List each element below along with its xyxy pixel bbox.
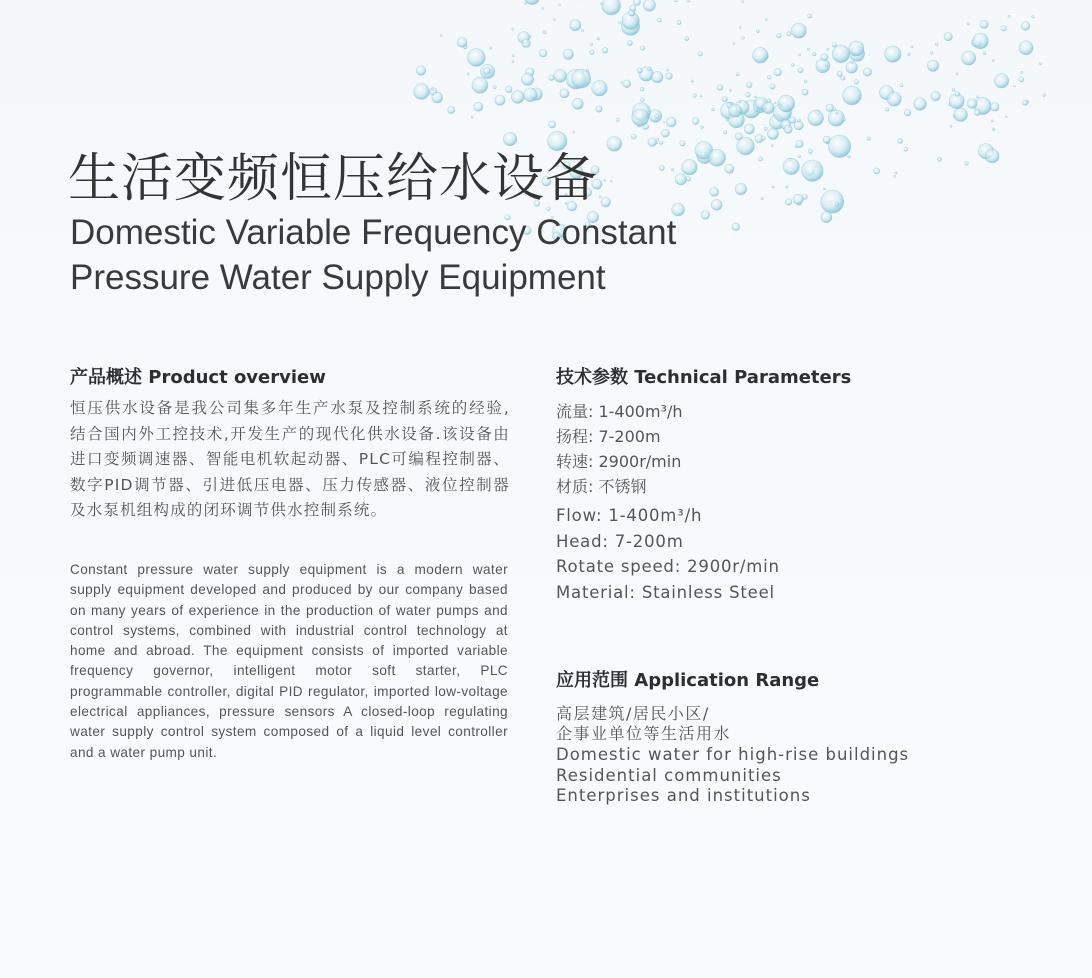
- bubble: [799, 54, 801, 56]
- bubble: [983, 52, 986, 55]
- bubble: [843, 86, 862, 105]
- bubble: [914, 98, 927, 111]
- bubble: [607, 136, 622, 151]
- bubble: [529, 35, 531, 37]
- bubble: [944, 32, 952, 40]
- bubble: [908, 53, 911, 56]
- bubble: [739, 101, 741, 103]
- bubble: [710, 187, 719, 196]
- bubble: [705, 153, 707, 155]
- bubble: [640, 87, 644, 91]
- bubble: [836, 112, 838, 114]
- application-english-list: [556, 745, 909, 807]
- application-en-line2: Residential communities: [556, 765, 782, 785]
- bubble: [774, 68, 782, 76]
- bubble: [744, 124, 754, 134]
- bubble: [553, 19, 555, 21]
- bubble: [573, 131, 575, 133]
- bubble: [950, 125, 952, 127]
- bubble: [700, 95, 702, 97]
- bubble: [825, 65, 827, 67]
- parameters-english-list: [556, 503, 780, 605]
- bubble: [867, 137, 870, 140]
- bubble: [802, 160, 823, 181]
- bubble: [610, 180, 612, 182]
- bubble: [962, 51, 976, 65]
- bubble: [680, 141, 685, 146]
- bubble: [874, 168, 880, 174]
- bubble: [955, 91, 960, 96]
- bubble: [792, 64, 795, 67]
- bubble: [789, 117, 796, 124]
- bubble: [791, 23, 806, 38]
- bubble: [974, 109, 980, 115]
- bubble: [661, 129, 669, 137]
- bubble: [506, 86, 513, 93]
- bubble: [729, 89, 731, 91]
- bubble: [511, 91, 524, 104]
- application-en-line3: Enterprises and institutions: [556, 786, 811, 806]
- param-flow-cn: 流量: 1-400m³/h: [556, 402, 683, 421]
- bubble: [729, 102, 731, 104]
- bubble: [619, 22, 621, 24]
- application-chinese-list: [556, 704, 731, 744]
- bubble: [1005, 116, 1007, 118]
- param-flow-en: Flow: 1-400m³/h: [556, 506, 703, 525]
- bubble: [967, 99, 977, 109]
- bubble: [798, 155, 801, 158]
- bubble: [851, 61, 853, 63]
- bubble: [756, 30, 759, 33]
- bubble: [663, 121, 665, 123]
- bubble: [495, 95, 505, 105]
- bubble: [798, 119, 801, 122]
- bubble: [976, 96, 978, 98]
- bubble: [655, 114, 659, 118]
- bubble: [1022, 100, 1027, 105]
- bubble: [560, 89, 569, 98]
- bubble: [771, 145, 773, 147]
- bubble: [780, 104, 782, 106]
- bubble: [991, 120, 993, 122]
- bubble: [1032, 15, 1035, 18]
- bubble: [641, 98, 645, 102]
- bubble: [522, 39, 531, 48]
- parameters-heading: 技术参数 Technical Parameters: [556, 367, 852, 388]
- bubble: [440, 34, 442, 36]
- bubble: [787, 32, 791, 36]
- bubble: [658, 18, 662, 22]
- bubble: [762, 102, 774, 114]
- bubble: [786, 186, 789, 189]
- bubble: [724, 131, 727, 134]
- bubble: [1021, 22, 1030, 31]
- bubble: [602, 0, 621, 15]
- bubble: [677, 20, 681, 24]
- overview-chinese-text: 恒压供水设备是我公司集多年生产水泵及控制系统的经验,结合国内外工控技术,开发生产的现代化供水设备.该设备由进口变频调速器、智能电机软起动器、PLC可编程控制器、数字PID调节器、引进低压电器、压力传感器、液位控制器及水泵机组构成的闭环调节供水控制系统。: [70, 399, 510, 519]
- bubble: [765, 19, 767, 21]
- bubble: [885, 46, 901, 62]
- bubble: [512, 28, 514, 30]
- bubble: [895, 172, 897, 174]
- bubble: [802, 89, 808, 95]
- bubble: [1001, 26, 1007, 32]
- bubble: [1039, 63, 1041, 65]
- bubble: [793, 194, 803, 204]
- bubble: [796, 140, 803, 147]
- bubble: [772, 186, 774, 188]
- bubble: [432, 92, 443, 103]
- bubble: [758, 157, 762, 161]
- bubble: [691, 80, 693, 82]
- bubble: [956, 73, 958, 75]
- bubble: [660, 141, 663, 144]
- param-material-cn: 材质: 不锈钢: [556, 477, 647, 496]
- bubble: [693, 94, 697, 98]
- bubble: [991, 103, 1000, 112]
- bubble: [761, 197, 763, 199]
- bubble: [835, 203, 838, 206]
- bubble: [985, 149, 999, 163]
- bubble: [746, 92, 751, 97]
- bubble: [778, 95, 795, 112]
- bubble: [900, 84, 903, 87]
- bubble: [474, 102, 483, 111]
- bubble: [937, 157, 941, 161]
- bubble: [648, 67, 651, 70]
- bubble: [602, 47, 608, 53]
- bubble: [471, 116, 473, 118]
- bubble: [711, 200, 722, 211]
- bubble: [467, 73, 469, 75]
- bubble: [739, 26, 741, 28]
- bubble: [643, 0, 655, 11]
- bubble: [904, 109, 911, 116]
- bubble: [592, 80, 608, 96]
- bubble: [904, 148, 908, 152]
- bubble: [637, 68, 642, 73]
- bubble: [1043, 94, 1046, 97]
- bubble: [804, 80, 807, 83]
- bubble: [733, 43, 735, 45]
- bubble: [621, 81, 623, 83]
- bubble: [911, 46, 913, 48]
- bubble: [521, 73, 533, 85]
- bubble: [898, 138, 903, 143]
- bubble: [930, 52, 933, 55]
- bubble: [623, 80, 631, 88]
- bubble: [590, 50, 594, 54]
- title-en-line1: Domestic Variable Frequency Constant: [70, 213, 677, 252]
- bubble: [543, 31, 546, 34]
- bubble: [549, 75, 555, 81]
- bubble: [657, 138, 659, 140]
- bubble: [824, 188, 826, 190]
- bubble: [828, 135, 850, 157]
- bubble: [542, 7, 544, 9]
- bubble: [742, 36, 745, 39]
- bubble: [774, 102, 776, 104]
- bubble: [503, 132, 516, 145]
- bubble: [558, 4, 560, 6]
- bubble: [666, 73, 673, 80]
- bubble: [484, 68, 491, 75]
- bubble: [808, 14, 812, 18]
- bubble: [549, 121, 556, 128]
- bubble: [432, 88, 434, 90]
- bubble: [863, 68, 871, 76]
- bubble: [687, 0, 690, 2]
- bubble: [572, 69, 591, 88]
- bubble: [596, 106, 602, 112]
- bubble: [764, 127, 767, 130]
- bubble: [755, 96, 757, 98]
- bubble: [894, 175, 896, 177]
- bubble: [631, 134, 636, 139]
- bubble: [832, 42, 837, 47]
- overview-heading: 产品概述 Product overview: [70, 367, 326, 388]
- bubble: [600, 196, 602, 198]
- bubble: [682, 159, 698, 175]
- bubble: [1019, 41, 1033, 55]
- bubble: [717, 85, 723, 91]
- bubble: [832, 45, 849, 62]
- bubble: [524, 88, 538, 102]
- bubble: [414, 84, 430, 100]
- parameters-chinese-list: [556, 399, 683, 499]
- param-speed-cn: 转速: 2900r/min: [556, 452, 682, 471]
- bubble: [783, 158, 799, 174]
- bubble: [768, 129, 779, 140]
- bubble: [761, 136, 765, 140]
- bubble: [935, 43, 938, 46]
- bubble: [735, 183, 747, 195]
- bubble: [746, 82, 752, 88]
- bubble: [512, 55, 514, 57]
- bubble: [1013, 85, 1015, 87]
- bubble: [965, 162, 969, 166]
- bubble: [1019, 77, 1024, 82]
- bubble: [698, 52, 702, 56]
- bubble: [849, 41, 864, 56]
- bubble: [821, 212, 832, 223]
- bubble: [493, 86, 496, 89]
- bubble: [952, 88, 955, 91]
- bubble: [767, 75, 771, 79]
- bubble: [973, 33, 989, 49]
- bubble: [692, 118, 699, 125]
- bubble: [659, 165, 664, 170]
- page-title-chinese: 生活变频恒压给水设备: [68, 149, 599, 209]
- overview-english-text: Constant pressure water supply equipment is a modern water supply equipment developed and produced by our company based on many years of experience in the production of water pumps and control systems, combined with industrial control technology at home and abroad. The equipment consists of imported variable frequency governor, intelligent motor soft starter, PLC programmable controller, digital PID regulator, imported low-voltage electrical appliances, pressure sensors A closed-loop regulating water supply control system composed of a liquid level controller and a water pump unit.: [70, 562, 508, 760]
- bubble: [675, 174, 686, 185]
- application-heading: 应用范围 Application Range: [556, 670, 820, 691]
- bubble: [887, 92, 901, 106]
- bubble: [808, 149, 812, 153]
- param-head-cn: 扬程: 7-200m: [556, 427, 661, 446]
- bubble: [753, 48, 769, 64]
- bubble: [630, 5, 636, 11]
- bubble: [821, 190, 844, 213]
- bubble: [671, 168, 673, 170]
- bubble: [736, 73, 739, 76]
- bubble: [848, 155, 851, 158]
- bubble: [712, 108, 715, 111]
- bubble: [770, 84, 775, 89]
- bubble: [457, 37, 467, 47]
- application-cn-line1: 高层建筑/居民小区/: [556, 704, 710, 723]
- bubble: [1008, 15, 1010, 17]
- bubble: [843, 119, 846, 122]
- bubble: [666, 69, 668, 71]
- bubble: [701, 126, 704, 129]
- bubble: [616, 118, 619, 121]
- bubble: [709, 149, 726, 166]
- bubble: [777, 33, 782, 38]
- bubble: [993, 128, 996, 131]
- bubble: [467, 49, 485, 67]
- bubble: [992, 59, 994, 61]
- bubble: [722, 96, 727, 101]
- bubble: [932, 68, 935, 71]
- bubble: [840, 76, 845, 81]
- bubble: [627, 40, 632, 45]
- bubble: [604, 179, 606, 181]
- bubble: [641, 46, 645, 50]
- bubble: [490, 47, 492, 49]
- param-speed-en: Rotate speed: 2900r/min: [556, 557, 780, 576]
- bubble: [931, 91, 941, 101]
- bubble: [785, 199, 792, 206]
- bubble: [448, 106, 455, 113]
- bubble: [854, 80, 859, 85]
- bubble: [980, 20, 988, 28]
- bubble: [572, 98, 583, 109]
- bubble: [729, 104, 742, 117]
- bubble: [563, 49, 573, 59]
- bubble: [827, 48, 829, 50]
- bubble: [967, 23, 969, 25]
- bubble: [726, 119, 728, 121]
- bubble: [784, 125, 792, 133]
- bubble: [652, 71, 663, 82]
- bubble: [798, 68, 803, 73]
- bubble: [416, 66, 426, 76]
- bubble: [554, 69, 567, 82]
- bubble: [570, 20, 581, 31]
- bubble: [685, 37, 689, 41]
- bubble: [731, 171, 733, 173]
- bubble: [597, 37, 600, 40]
- bubble: [632, 109, 649, 126]
- bubble: [601, 197, 611, 207]
- title-en-line2: Pressure Water Supply Equipment: [70, 258, 606, 297]
- bubble: [994, 74, 1008, 88]
- bubble: [954, 108, 968, 122]
- bubble: [820, 71, 822, 73]
- bubble: [472, 77, 488, 93]
- bubble: [512, 61, 514, 63]
- bubble: [648, 138, 657, 147]
- bubble: [634, 0, 641, 6]
- bubble: [821, 54, 828, 61]
- bubble: [666, 117, 676, 127]
- bubble: [742, 1, 744, 3]
- application-cn-line2: 企事业单位等生活用水: [556, 724, 732, 743]
- bubble: [590, 43, 593, 46]
- bubble: [581, 29, 583, 31]
- bubble: [539, 50, 547, 58]
- bubble: [1021, 71, 1023, 73]
- bubble: [732, 223, 740, 231]
- bubble: [885, 108, 888, 111]
- param-material-en: Material: Stainless Steel: [556, 582, 775, 602]
- bubble: [808, 110, 824, 126]
- bubble: [701, 211, 710, 220]
- bubble: [826, 104, 834, 112]
- bubble: [737, 137, 755, 155]
- bubble: [807, 48, 809, 50]
- application-en-line1: Domestic water for high-rise buildings: [556, 745, 910, 764]
- bubble: [813, 52, 817, 56]
- page-title-english: [70, 210, 676, 300]
- bubble: [675, 0, 678, 2]
- param-head-en: Head: 7-200m: [556, 531, 684, 551]
